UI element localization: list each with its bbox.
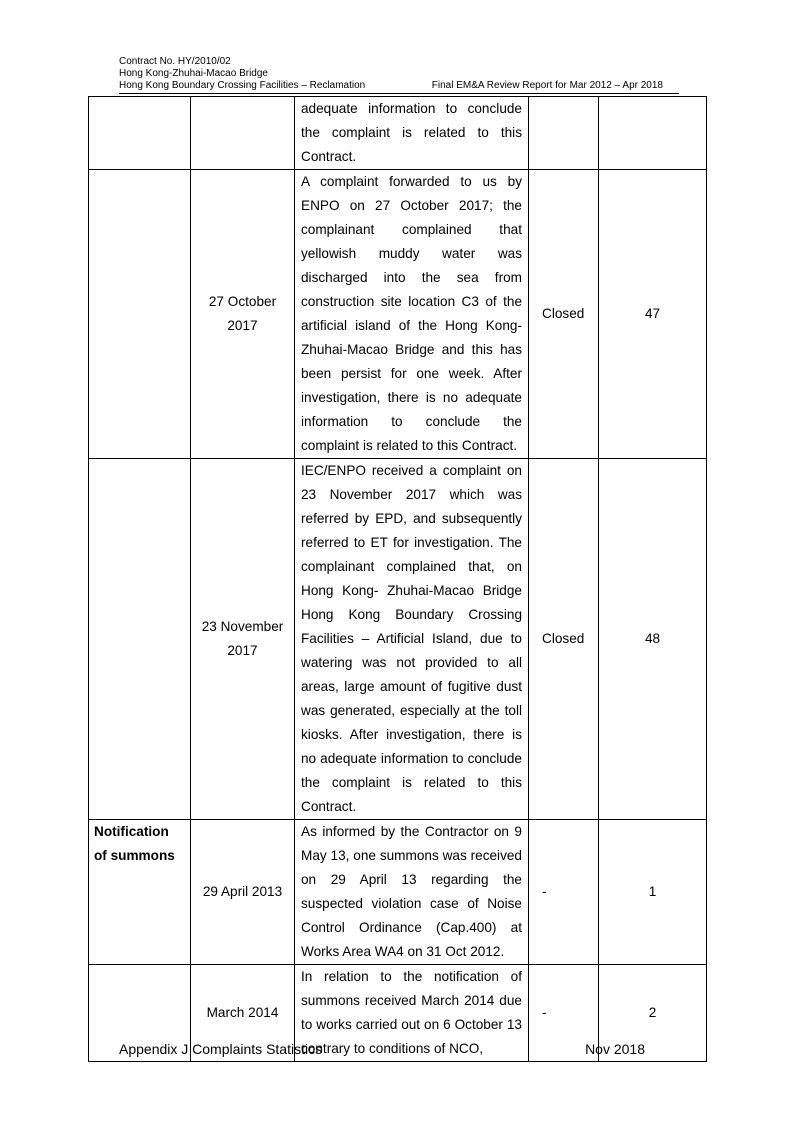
date-cell bbox=[191, 97, 295, 170]
date-cell: March 2014 bbox=[191, 965, 295, 1062]
contract-number: Contract No. HY/2010/02 bbox=[119, 56, 231, 67]
number-cell: 2 bbox=[599, 965, 707, 1062]
complaints-table bbox=[88, 96, 707, 1062]
number-cell: 1 bbox=[599, 820, 707, 965]
description-cell: In relation to the notification of summons received March 2014 due to works carried out on 6 October 13 contrary to conditions of NCO, bbox=[295, 965, 529, 1062]
category-cell bbox=[89, 97, 191, 170]
status-cell: Closed bbox=[529, 170, 599, 459]
date-cell: 29 April 2013 bbox=[191, 820, 295, 965]
report-title: Final EM&A Review Report for Mar 2012 – Apr 2018 bbox=[431, 80, 663, 91]
category-cell bbox=[89, 459, 191, 820]
description-cell: IEC/ENPO received a complaint on 23 November 2017 which was referred by EPD, and subsequently referred to ET for investigation. The complainant complained that, on Hong Kong- Zhuhai-Macao Bridge Hong Kong Boundary Crossing Facilities – Artificial Island, due to watering was not provided to all areas, large amount of fugitive dust was generated, especially at the toll kiosks. After investigation, there is no adequate information to conclude the complaint is related to this Contract. bbox=[295, 459, 529, 820]
footer-appendix-title: Appendix J Complaints Statistics bbox=[119, 1041, 323, 1057]
status-cell: - bbox=[529, 820, 599, 965]
status-cell bbox=[529, 97, 599, 170]
facility-name: Hong Kong Boundary Crossing Facilities – Reclamation bbox=[119, 80, 366, 91]
date-cell: 23 November 2017 bbox=[191, 459, 295, 820]
table-row bbox=[89, 820, 707, 965]
status-cell: Closed bbox=[529, 459, 599, 820]
table-row bbox=[89, 170, 707, 459]
table-row bbox=[89, 459, 707, 820]
number-cell: 47 bbox=[599, 170, 707, 459]
header-title-row bbox=[119, 80, 679, 94]
date-cell: 27 October 2017 bbox=[191, 170, 295, 459]
description-cell: adequate information to conclude the complaint is related to this Contract. bbox=[295, 97, 529, 170]
number-cell: 48 bbox=[599, 459, 707, 820]
category-cell bbox=[89, 170, 191, 459]
footer-date: Nov 2018 bbox=[585, 1041, 645, 1057]
page-footer bbox=[119, 1041, 645, 1057]
description-cell: A complaint forwarded to us by ENPO on 27 October 2017; the complainant complained that yellowish muddy water was discharged into the sea from construction site location C3 of the artificial island of the Hong Kong-Zhuhai-Macao Bridge and this has been persist for one week. After investigation, there is no adequate information to conclude the complaint is related to this Contract. bbox=[295, 170, 529, 459]
project-name: Hong Kong-Zhuhai-Macao Bridge bbox=[119, 68, 268, 79]
page-header bbox=[119, 56, 679, 94]
status-cell: - bbox=[529, 965, 599, 1062]
description-cell: As informed by the Contractor on 9 May 13, one summons was received on 29 April 13 regarding the suspected violation case of Noise Control Ordinance (Cap.400) at Works Area WA4 on 31 Oct 2012. bbox=[295, 820, 529, 965]
number-cell bbox=[599, 97, 707, 170]
category-cell: Notification of summons bbox=[89, 820, 191, 965]
table-row bbox=[89, 97, 707, 170]
